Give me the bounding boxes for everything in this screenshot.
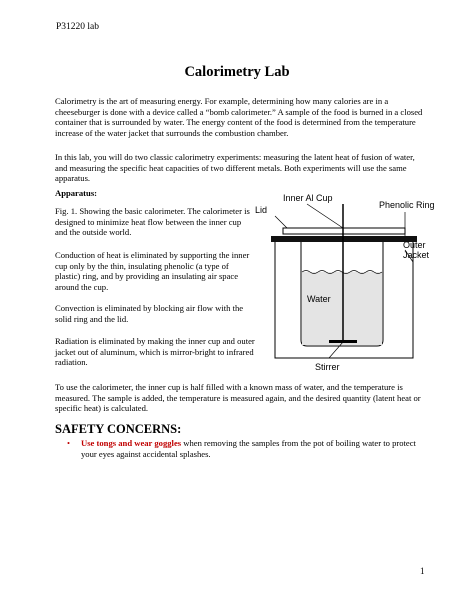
leader-inner-cup — [307, 204, 343, 228]
phenolic-ring-shape — [271, 236, 417, 242]
lid-shape — [283, 228, 405, 234]
calorimeter-diagram — [255, 190, 445, 375]
label-outer-line1: Outer — [403, 240, 426, 250]
stirrer-paddle — [329, 340, 357, 343]
intro-paragraph-1: Calorimetry is the art of measuring energy. For example, determining how many calories are in a cheeseburger is done with a device called a “bomb calorimeter.” A sample of the food is burned in a closed container that is surrounded by water. The energy content of the food is determined from the temperature increase of the water jacket that surrounds the combustion chamber. — [55, 96, 423, 138]
page-number: 1 — [420, 566, 425, 576]
label-stirrer: Stirrer — [315, 362, 340, 372]
convection-paragraph: Convection is eliminated by blocking air flow with the solid ring and the lid. — [55, 303, 244, 324]
bullet-dot: • — [67, 438, 71, 448]
radiation-paragraph: Radiation is eliminated by making the inner cup and outer jacket out of aluminum, which is mirror-bright to infrared radiation. — [55, 336, 255, 368]
safety-heading: SAFETY CONCERNS: — [55, 422, 182, 436]
conduction-paragraph: Conduction of heat is eliminated by supporting the inner cup only by the thin, insulating phenolic (a type of plastic) ring, and by providing an insulating air space around the cup. — [55, 250, 250, 292]
page-title: Calorimetry Lab — [184, 64, 290, 80]
label-phenolic-ring: Phenolic Ring — [379, 200, 435, 210]
label-inner-cup: Inner Al Cup — [283, 193, 333, 203]
page-header: P31220 lab — [56, 22, 100, 32]
safety-highlight: Use tongs and wear goggles — [81, 438, 182, 448]
safety-rest: when removing the samples from the pot of boiling water to protect your eyes against accidental splashes. — [81, 438, 416, 459]
label-outer-line2: Jacket — [403, 250, 430, 260]
intro-paragraph-2: In this lab, you will do two classic calorimetry experiments: measuring the latent heat of fusion of water, and measuring the specific heat capacities of two different metals. Both experiments will use the same apparatus. — [55, 152, 415, 184]
figure-caption: Fig. 1. Showing the basic calorimeter. The calorimeter is designed to minimize heat flow between the inner cup and the outside world. — [55, 206, 250, 238]
label-water: Water — [307, 294, 331, 304]
safety-bullet-text — [81, 438, 421, 459]
leader-lid — [275, 216, 287, 228]
apparatus-heading: Apparatus: — [55, 188, 98, 198]
label-lid: Lid — [255, 205, 268, 215]
usage-paragraph: To use the calorimeter, the inner cup is half filled with a known mass of water, and the temperature is measured. The sample is added, the temperature is measured again, and the desired quantity (latent heat or specific heat) is calculated. — [55, 382, 421, 414]
water-fill — [302, 272, 382, 345]
